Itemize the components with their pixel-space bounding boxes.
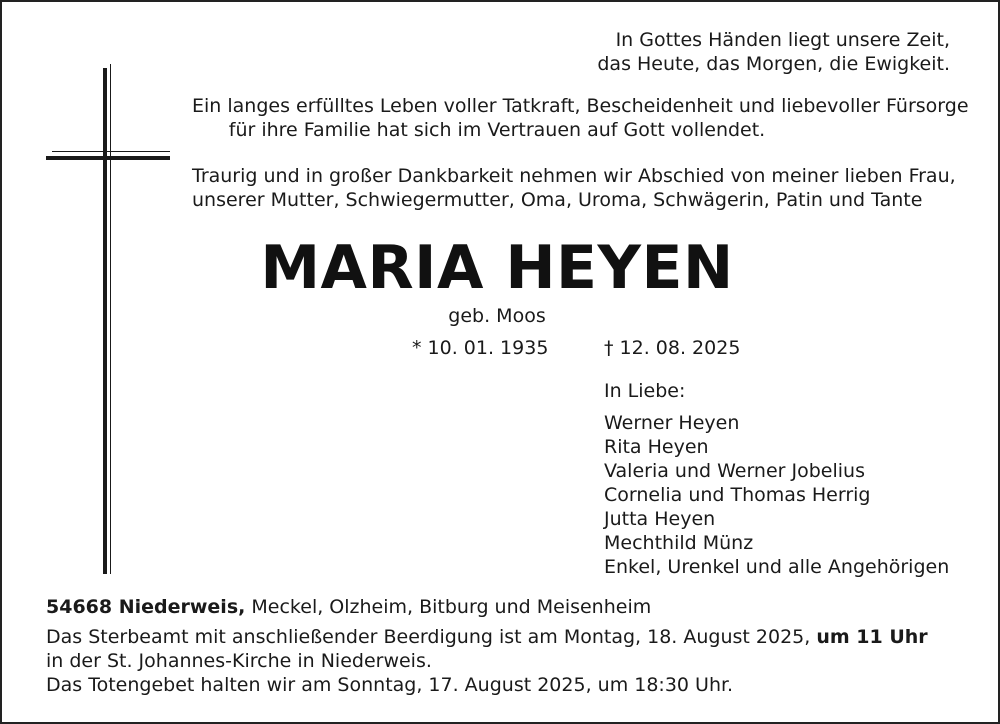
family-label: In Liebe:	[604, 380, 686, 402]
notice-line-3: Das Totengebet halten wir am Sonntag, 17. August 2025, um 18:30 Uhr.	[46, 674, 734, 696]
deceased-name: MARIA HEYEN	[260, 233, 734, 303]
family-member: Rita Heyen	[604, 436, 709, 458]
cross-vertical-line	[110, 64, 111, 574]
intro-paragraph-2	[192, 164, 956, 212]
intro-line-1: Ein langes erfülltes Leben voller Tatkraft, Bescheidenheit und liebevoller Fürsorge	[192, 95, 969, 117]
intro-line-2: für ihre Familie hat sich im Vertrauen auf Gott vollendet.	[228, 119, 766, 141]
birth-name: geb. Moos	[448, 305, 546, 327]
intro-paragraph-1	[192, 94, 969, 142]
notice-line-2: in der St. Johannes-Kirche in Niederweis.	[46, 650, 432, 672]
family-member: Enkel, Urenkel und alle Angehörigen	[604, 556, 950, 578]
cross-horizontal-line	[52, 151, 170, 152]
family-member: Mechthild Münz	[604, 532, 754, 554]
family-member: Valeria und Werner Jobelius	[604, 460, 865, 482]
family-member: Werner Heyen	[604, 412, 740, 434]
death-date: † 12. 08. 2025	[604, 337, 741, 359]
location-postal-town: 54668 Niederweis,	[46, 596, 246, 618]
motto-line-1: In Gottes Händen liegt unsere Zeit,	[615, 29, 950, 51]
family-list	[604, 379, 949, 579]
motto-line-2: das Heute, das Morgen, die Ewigkeit.	[597, 53, 950, 75]
birth-date: * 10. 01. 1935	[412, 337, 549, 359]
notice-service-time: um 11 Uhr	[816, 626, 928, 648]
motto	[2, 28, 950, 76]
funeral-notice	[46, 625, 928, 697]
cross-horizontal-beam	[46, 156, 170, 160]
notice-service-text: Das Sterbeamt mit anschließender Beerdigung ist am Montag, 18. August 2025,	[46, 626, 817, 648]
notice-line-1	[46, 625, 928, 649]
location-places: Meckel, Olzheim, Bitburg und Meisenheim	[245, 596, 652, 618]
intro-line-3: Traurig und in großer Dankbarkeit nehmen wir Abschied von meiner lieben Frau,	[192, 165, 956, 187]
family-member: Jutta Heyen	[604, 508, 716, 530]
cross-vertical-beam	[103, 68, 107, 574]
location-line	[46, 595, 651, 619]
family-member: Cornelia und Thomas Herrig	[604, 484, 871, 506]
intro-line-4: unserer Mutter, Schwiegermutter, Oma, Uroma, Schwägerin, Patin und Tante	[192, 189, 923, 211]
